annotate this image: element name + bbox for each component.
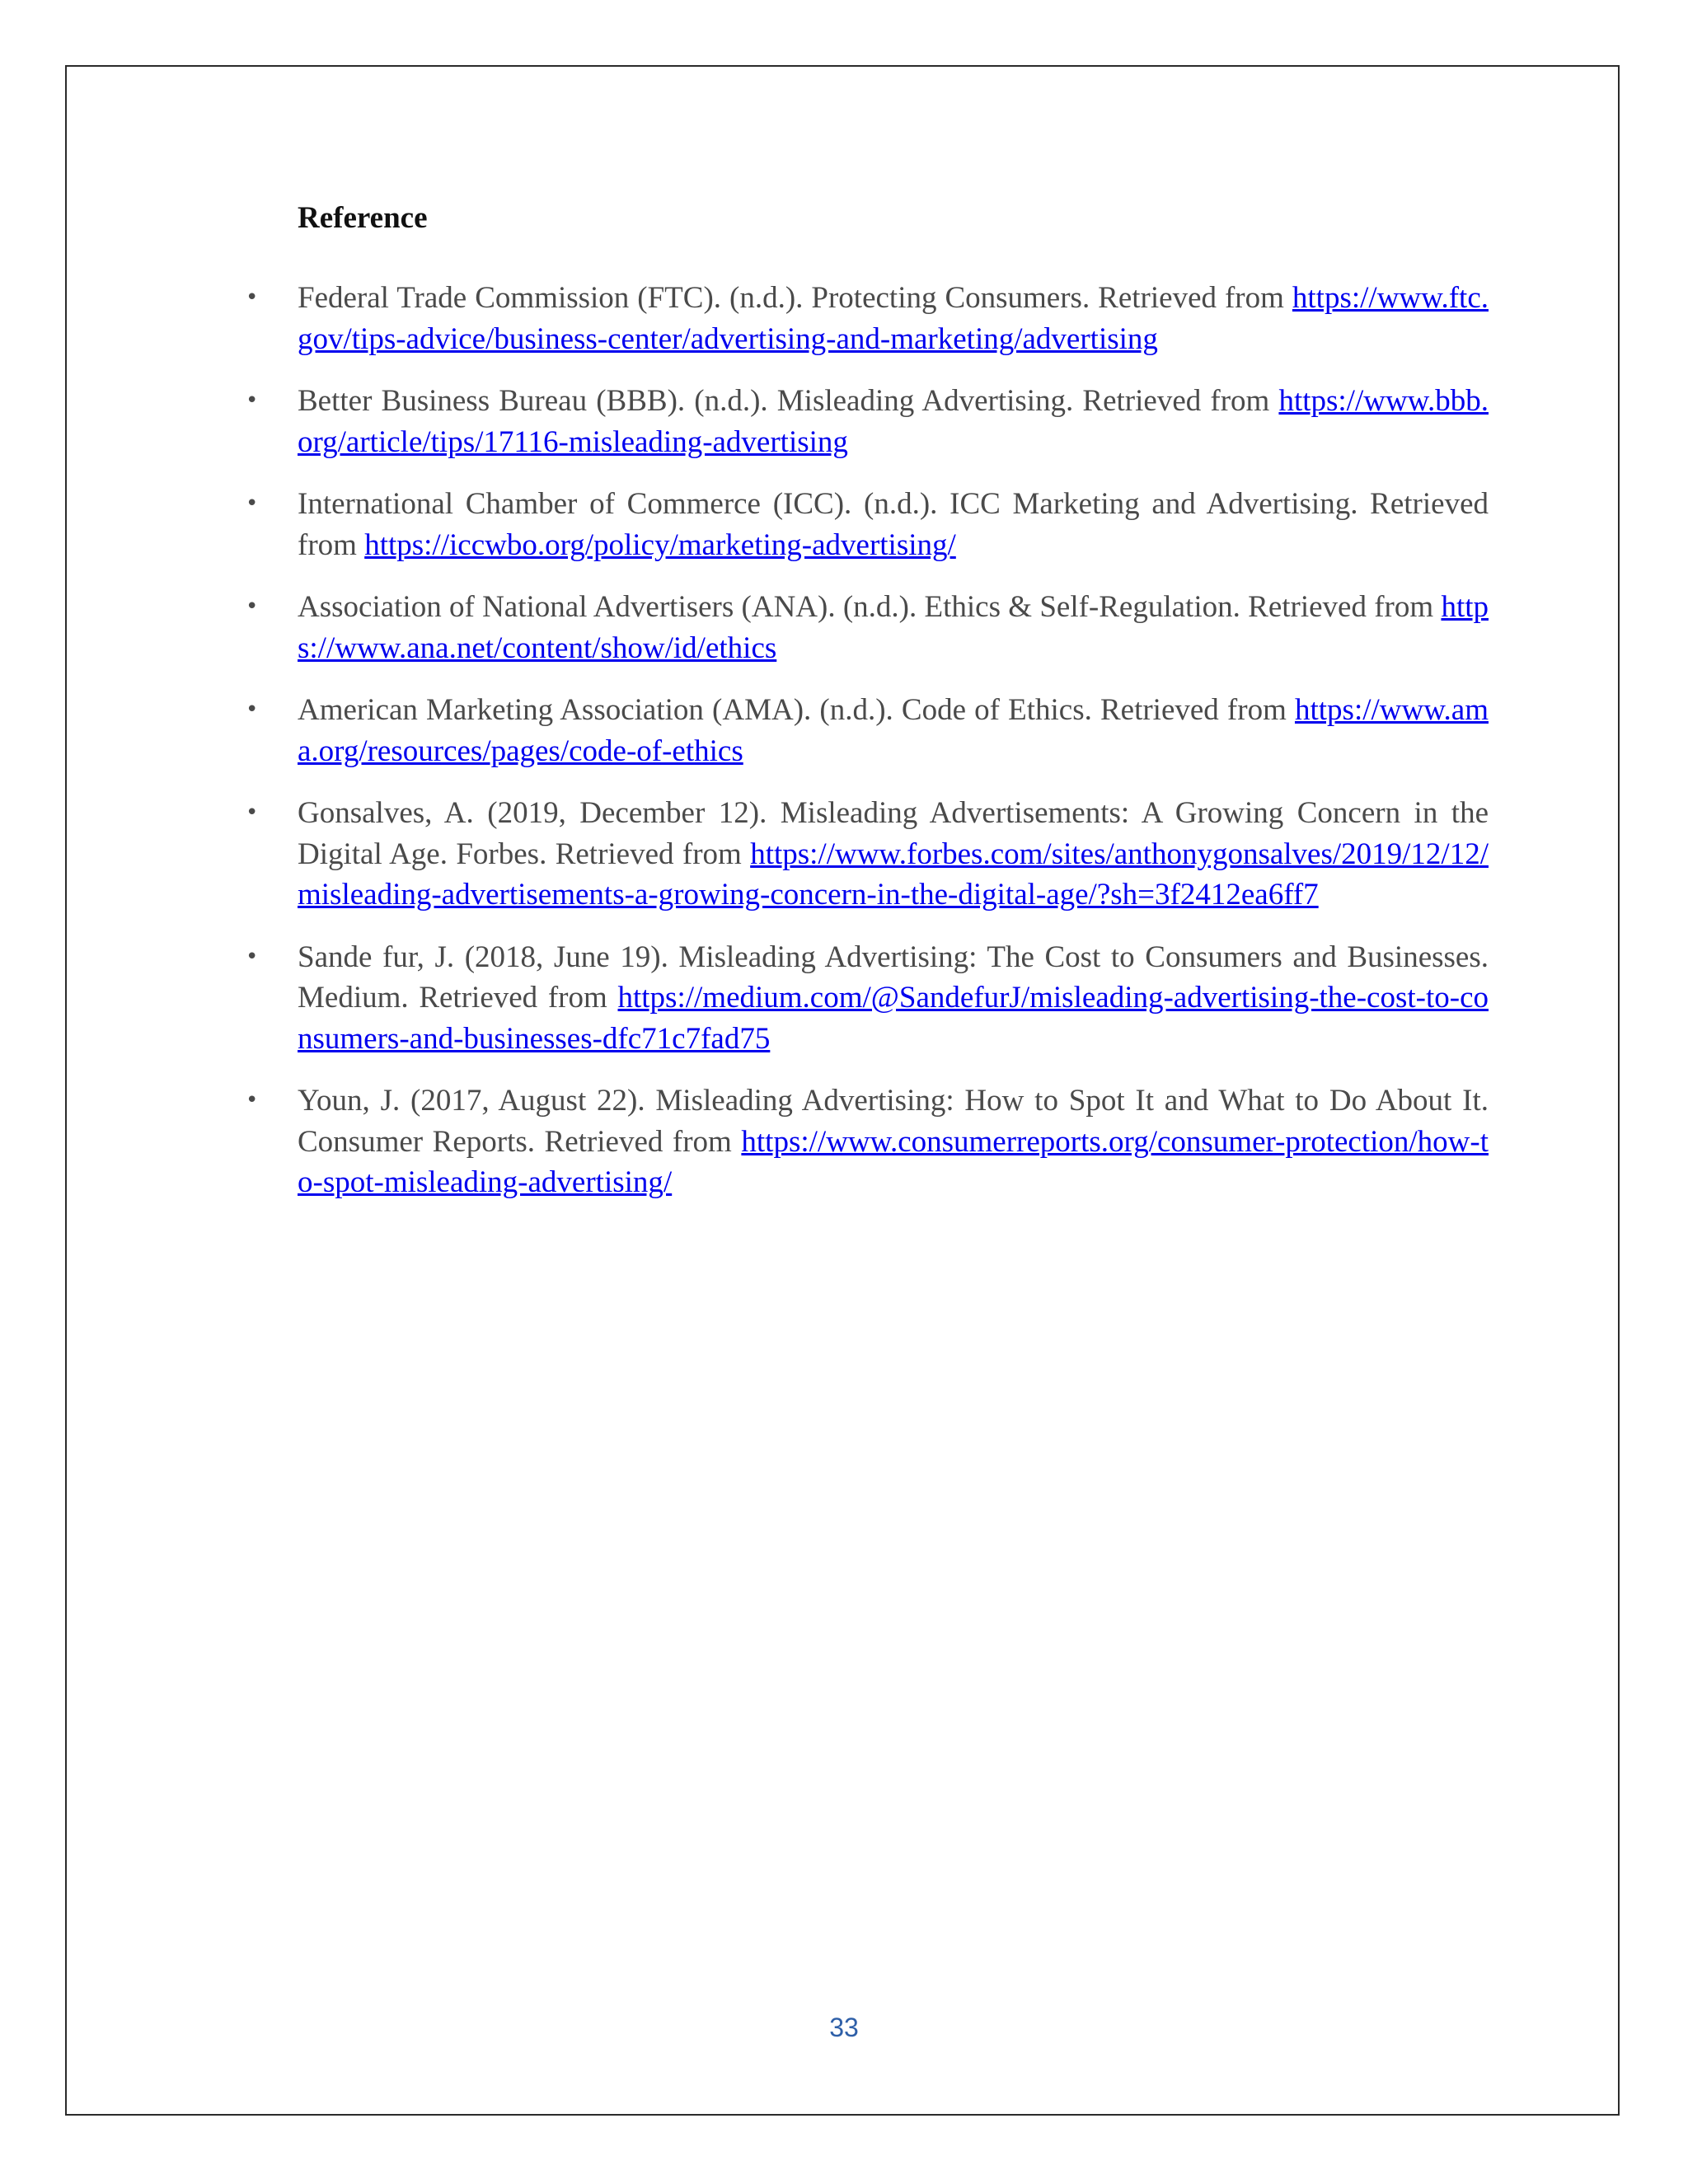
reference-text: Federal Trade Commission (FTC). (n.d.). Protecting Consumers. Retrieved from (298, 281, 1292, 315)
reference-link[interactable]: https://www.ama.org/resources/pages/code-of-ethics (298, 693, 1489, 768)
bullet-icon: • (246, 944, 259, 969)
reference-link[interactable]: https://medium.com/@SandefurJ/misleading-advertising-the-cost-to-consumers-and-businesses-dfc71c7fad75 (298, 981, 1489, 1056)
page-number: 33 (829, 2013, 859, 2042)
section-heading: Reference (298, 201, 428, 235)
reference-text: Youn, J. (2017, August 22). Misleading Advertising: How to Spot It and What to Do About It. Consumer Reports. Retrieved from (298, 1084, 1489, 1159)
reference-item (246, 1080, 1489, 1203)
reference-text: International Chamber of Commerce (ICC). (n.d.). ICC Marketing and Advertising. Retrieved from (298, 487, 1489, 562)
reference-link[interactable]: https://www.ftc.gov/tips-advice/business-center/advertising-and-marketing/advertising (298, 281, 1489, 356)
reference-item (246, 381, 1489, 462)
reference-item (246, 690, 1489, 771)
reference-link[interactable]: https://www.ana.net/content/show/id/ethics (298, 590, 1489, 665)
reference-list (246, 278, 1489, 1225)
reference-item (246, 278, 1489, 359)
reference-item (246, 937, 1489, 1060)
reference-link[interactable]: https://www.consumerreports.org/consumer-protection/how-to-spot-misleading-advertising/ (298, 1124, 1489, 1199)
reference-item (246, 587, 1489, 668)
bullet-icon: • (246, 697, 259, 722)
reference-link[interactable]: https://www.bbb.org/article/tips/17116-misleading-advertising (298, 384, 1489, 459)
reference-text: Association of National Advertisers (ANA). (n.d.). Ethics & Self-Regulation. Retrieved from (298, 590, 1442, 624)
bullet-icon: • (246, 594, 259, 619)
reference-item (246, 793, 1489, 916)
reference-text: American Marketing Association (AMA). (n.d.). Code of Ethics. Retrieved from (298, 693, 1295, 727)
reference-text: Better Business Bureau (BBB). (n.d.). Misleading Advertising. Retrieved from (298, 384, 1279, 418)
bullet-icon: • (246, 285, 259, 310)
reference-text: Gonsalves, A. (2019, December 12). Misleading Advertisements: A Growing Concern in the Digital Age. Forbes. Retrieved from (298, 796, 1489, 871)
reference-link[interactable]: https://iccwbo.org/policy/marketing-advertising/ (364, 527, 956, 562)
reference-link[interactable]: https://www.forbes.com/sites/anthonygonsalves/2019/12/12/misleading-advertisements-a-growing-concern-in-the-digital-age/?sh=3f2412ea6ff7 (298, 837, 1489, 912)
bullet-icon: • (246, 800, 259, 825)
bullet-icon: • (246, 388, 259, 413)
reference-text: Sande fur, J. (2018, June 19). Misleading Advertising: The Cost to Consumers and Businesses. Medium. Retrieved from (298, 940, 1489, 1015)
reference-item (246, 484, 1489, 565)
bullet-icon: • (246, 1088, 259, 1113)
bullet-icon: • (246, 491, 259, 516)
